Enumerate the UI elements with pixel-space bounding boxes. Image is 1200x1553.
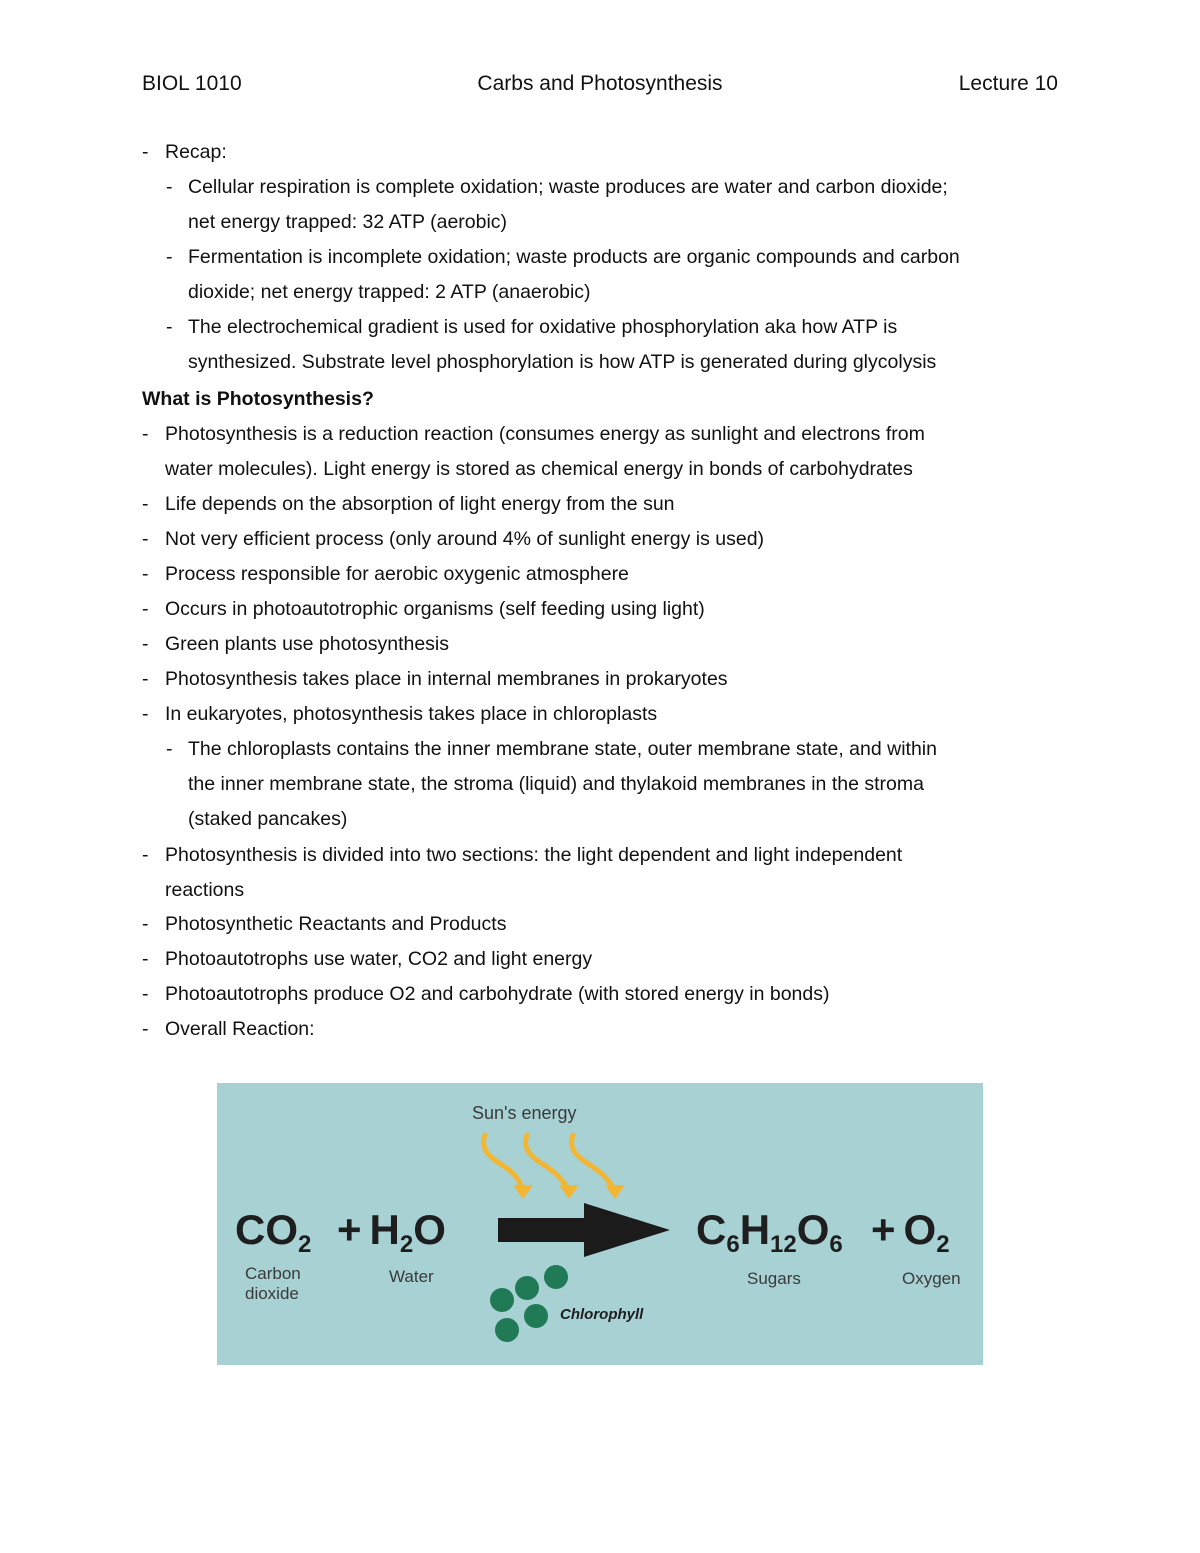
- bullet-dash: -: [142, 948, 149, 970]
- bullet-dash: -: [166, 738, 173, 760]
- sun-energy-label: Sun's energy: [472, 1103, 577, 1123]
- h2o-formula: + H2O: [337, 1206, 446, 1258]
- section-line: Overall Reaction:: [165, 1018, 315, 1040]
- photosynthesis-equation-figure: [217, 1083, 983, 1365]
- bullet-dash: -: [142, 423, 149, 445]
- section-heading: What is Photosynthesis?: [142, 388, 374, 410]
- bullet-dash: -: [142, 528, 149, 550]
- section-line: Life depends on the absorption of light energy from the sun: [165, 493, 675, 515]
- section-line: reactions: [165, 879, 245, 901]
- bullet-dash: -: [142, 1018, 149, 1040]
- document-title: Carbs and Photosynthesis: [477, 72, 723, 95]
- section-line: Photosynthesis is a reduction reaction (consumes energy as sunlight and electrons from: [165, 423, 925, 445]
- co2-label-line-1: Carbon: [245, 1264, 301, 1283]
- section-line: Photosynthesis takes place in internal membranes in prokaryotes: [165, 668, 728, 690]
- section-subline: The chloroplasts contains the inner membrane state, outer membrane state, and within: [188, 738, 937, 760]
- section-line: Green plants use photosynthesis: [165, 633, 450, 655]
- co2-formula: CO2: [235, 1206, 312, 1258]
- section-subline: the inner membrane state, the stroma (liquid) and thylakoid membranes in the stroma: [188, 773, 924, 795]
- bullet-dash: -: [142, 563, 149, 585]
- section-subline: (staked pancakes): [188, 808, 348, 830]
- recap-item: The electrochemical gradient is used for oxidative phosphorylation aka how ATP is: [188, 316, 898, 338]
- recap-item: net energy trapped: 32 ATP (aerobic): [188, 211, 508, 233]
- bullet-dash: -: [166, 316, 173, 338]
- co2-label-line-2: dioxide: [245, 1284, 299, 1303]
- recap-item: synthesized. Substrate level phosphorylation is how ATP is generated during glycolysis: [188, 351, 937, 373]
- section-line: water molecules). Light energy is stored as chemical energy in bonds of carbohydrates: [165, 458, 913, 480]
- recap-item: dioxide; net energy trapped: 2 ATP (anaerobic): [188, 281, 591, 303]
- h2o-label: Water: [389, 1267, 434, 1286]
- bullet-dash: -: [142, 703, 149, 725]
- bullet-dash: -: [142, 493, 149, 515]
- section-line: Photoautotrophs produce O2 and carbohydrate (with stored energy in bonds): [165, 983, 830, 1005]
- section-line: Photosynthetic Reactants and Products: [165, 913, 507, 935]
- recap-item: Fermentation is incomplete oxidation; waste products are organic compounds and carbon: [188, 246, 960, 268]
- bullet-dash: -: [142, 598, 149, 620]
- sugars-label: Sugars: [747, 1269, 801, 1288]
- bullet-dash: -: [142, 983, 149, 1005]
- section-line: Not very efficient process (only around 4% of sunlight energy is used): [165, 528, 765, 550]
- recap-label: Recap:: [165, 141, 227, 163]
- recap-item: Cellular respiration is complete oxidation; waste produces are water and carbon dioxide;: [188, 176, 948, 198]
- section-line: Occurs in photoautotrophic organisms (self feeding using light): [165, 598, 705, 620]
- chlorophyll-label: Chlorophyll: [560, 1306, 644, 1323]
- bullet-dash: -: [166, 246, 173, 268]
- section-line: In eukaryotes, photosynthesis takes place in chloroplasts: [165, 703, 658, 725]
- bullet-dash: -: [166, 176, 173, 198]
- bullet-dash: -: [142, 913, 149, 935]
- bullet-dash: -: [142, 668, 149, 690]
- oxygen-label: Oxygen: [902, 1269, 961, 1288]
- section-line: Photoautotrophs use water, CO2 and light energy: [165, 948, 593, 970]
- lecture-number: Lecture 10: [958, 72, 1058, 95]
- bullet-dash: -: [142, 633, 149, 655]
- glucose-formula: C6H12O6: [696, 1206, 843, 1258]
- o2-formula: + O2: [871, 1206, 950, 1258]
- section-line: Process responsible for aerobic oxygenic atmosphere: [165, 563, 629, 585]
- bullet-dash: -: [142, 141, 149, 163]
- course-code: BIOL 1010: [142, 72, 242, 95]
- bullet-dash: -: [142, 844, 149, 866]
- section-line: Photosynthesis is divided into two sections: the light dependent and light independent: [165, 844, 903, 866]
